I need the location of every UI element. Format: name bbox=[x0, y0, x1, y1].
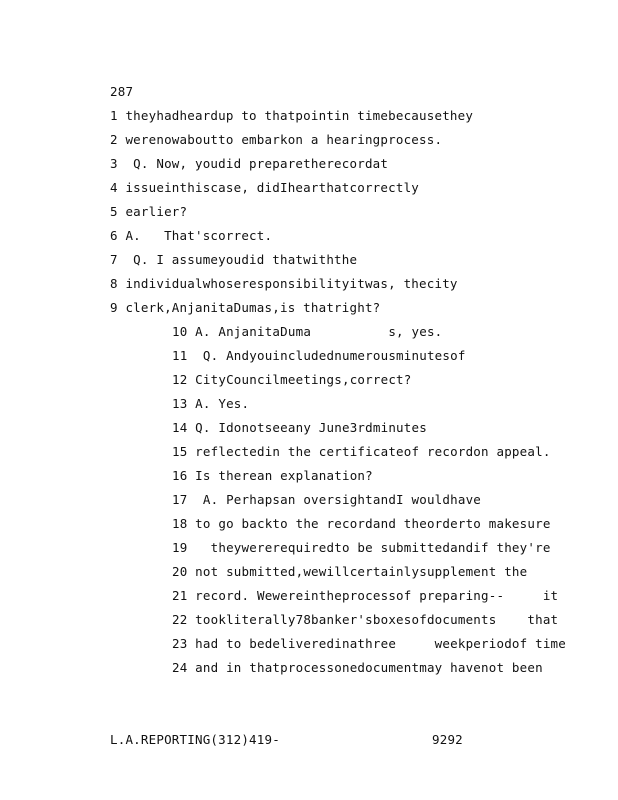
transcript-line: 3 Q. Now, youdid preparetherecordat bbox=[110, 156, 389, 171]
transcript-line: 10 A. AnjanitaDuma s, yes. bbox=[172, 324, 443, 339]
transcript-line: 7 Q. I assumeyoudid thatwiththe bbox=[110, 252, 358, 267]
transcript-line: 9 clerk,AnjanitaDumas,is thatright? bbox=[110, 300, 381, 315]
transcript-line: 4 issueinthiscase, didIhearthatcorrectly bbox=[110, 180, 420, 195]
transcript-line: 23 had to bedeliveredinathree weekperiodof time bbox=[172, 636, 567, 651]
transcript-line: 12 CityCouncilmeetings,correct? bbox=[172, 372, 412, 387]
transcript-line: 11 Q. Andyouincludednumerousminutesof bbox=[172, 348, 466, 363]
transcript-line: 20 not submitted,wewillcertainlysupplement the bbox=[172, 564, 528, 579]
transcript-line: 1 theyhadheardup to thatpointin timebecausethey bbox=[110, 108, 474, 123]
transcript-line: 21 record. Wewereintheprocessof preparing-- it bbox=[172, 588, 559, 603]
footer-reporter: L.A.REPORTING(312)419- bbox=[110, 732, 280, 747]
transcript-line: 16 Is therean explanation? bbox=[172, 468, 373, 483]
transcript-line: 8 individualwhoseresponsibilityitwas, thecity bbox=[110, 276, 458, 291]
transcript-line: 19 theywererequiredto be submittedandif they're bbox=[172, 540, 551, 555]
transcript-line: 13 A. Yes. bbox=[172, 396, 250, 411]
transcript-line: 15 reflectedin the certificateof recordon appeal. bbox=[172, 444, 551, 459]
transcript-line: 14 Q. Idonotseeany June3rdminutes bbox=[172, 420, 427, 435]
footer-phone: 9292 bbox=[432, 732, 463, 747]
page-number: 287 bbox=[110, 84, 134, 99]
transcript-line: 5 earlier? bbox=[110, 204, 188, 219]
transcript-line: 22 tookliterally78banker'sboxesofdocuments that bbox=[172, 612, 559, 627]
transcript-line: 2 werenowaboutto embarkon a hearingprocess. bbox=[110, 132, 443, 147]
transcript-line: 18 to go backto the recordand theorderto makesure bbox=[172, 516, 551, 531]
transcript-line: 17 A. Perhapsan oversightandI wouldhave bbox=[172, 492, 482, 507]
transcript-line: 6 A. That'scorrect. bbox=[110, 228, 273, 243]
transcript-line: 24 and in thatprocessonedocumentmay havenot been bbox=[172, 660, 543, 675]
